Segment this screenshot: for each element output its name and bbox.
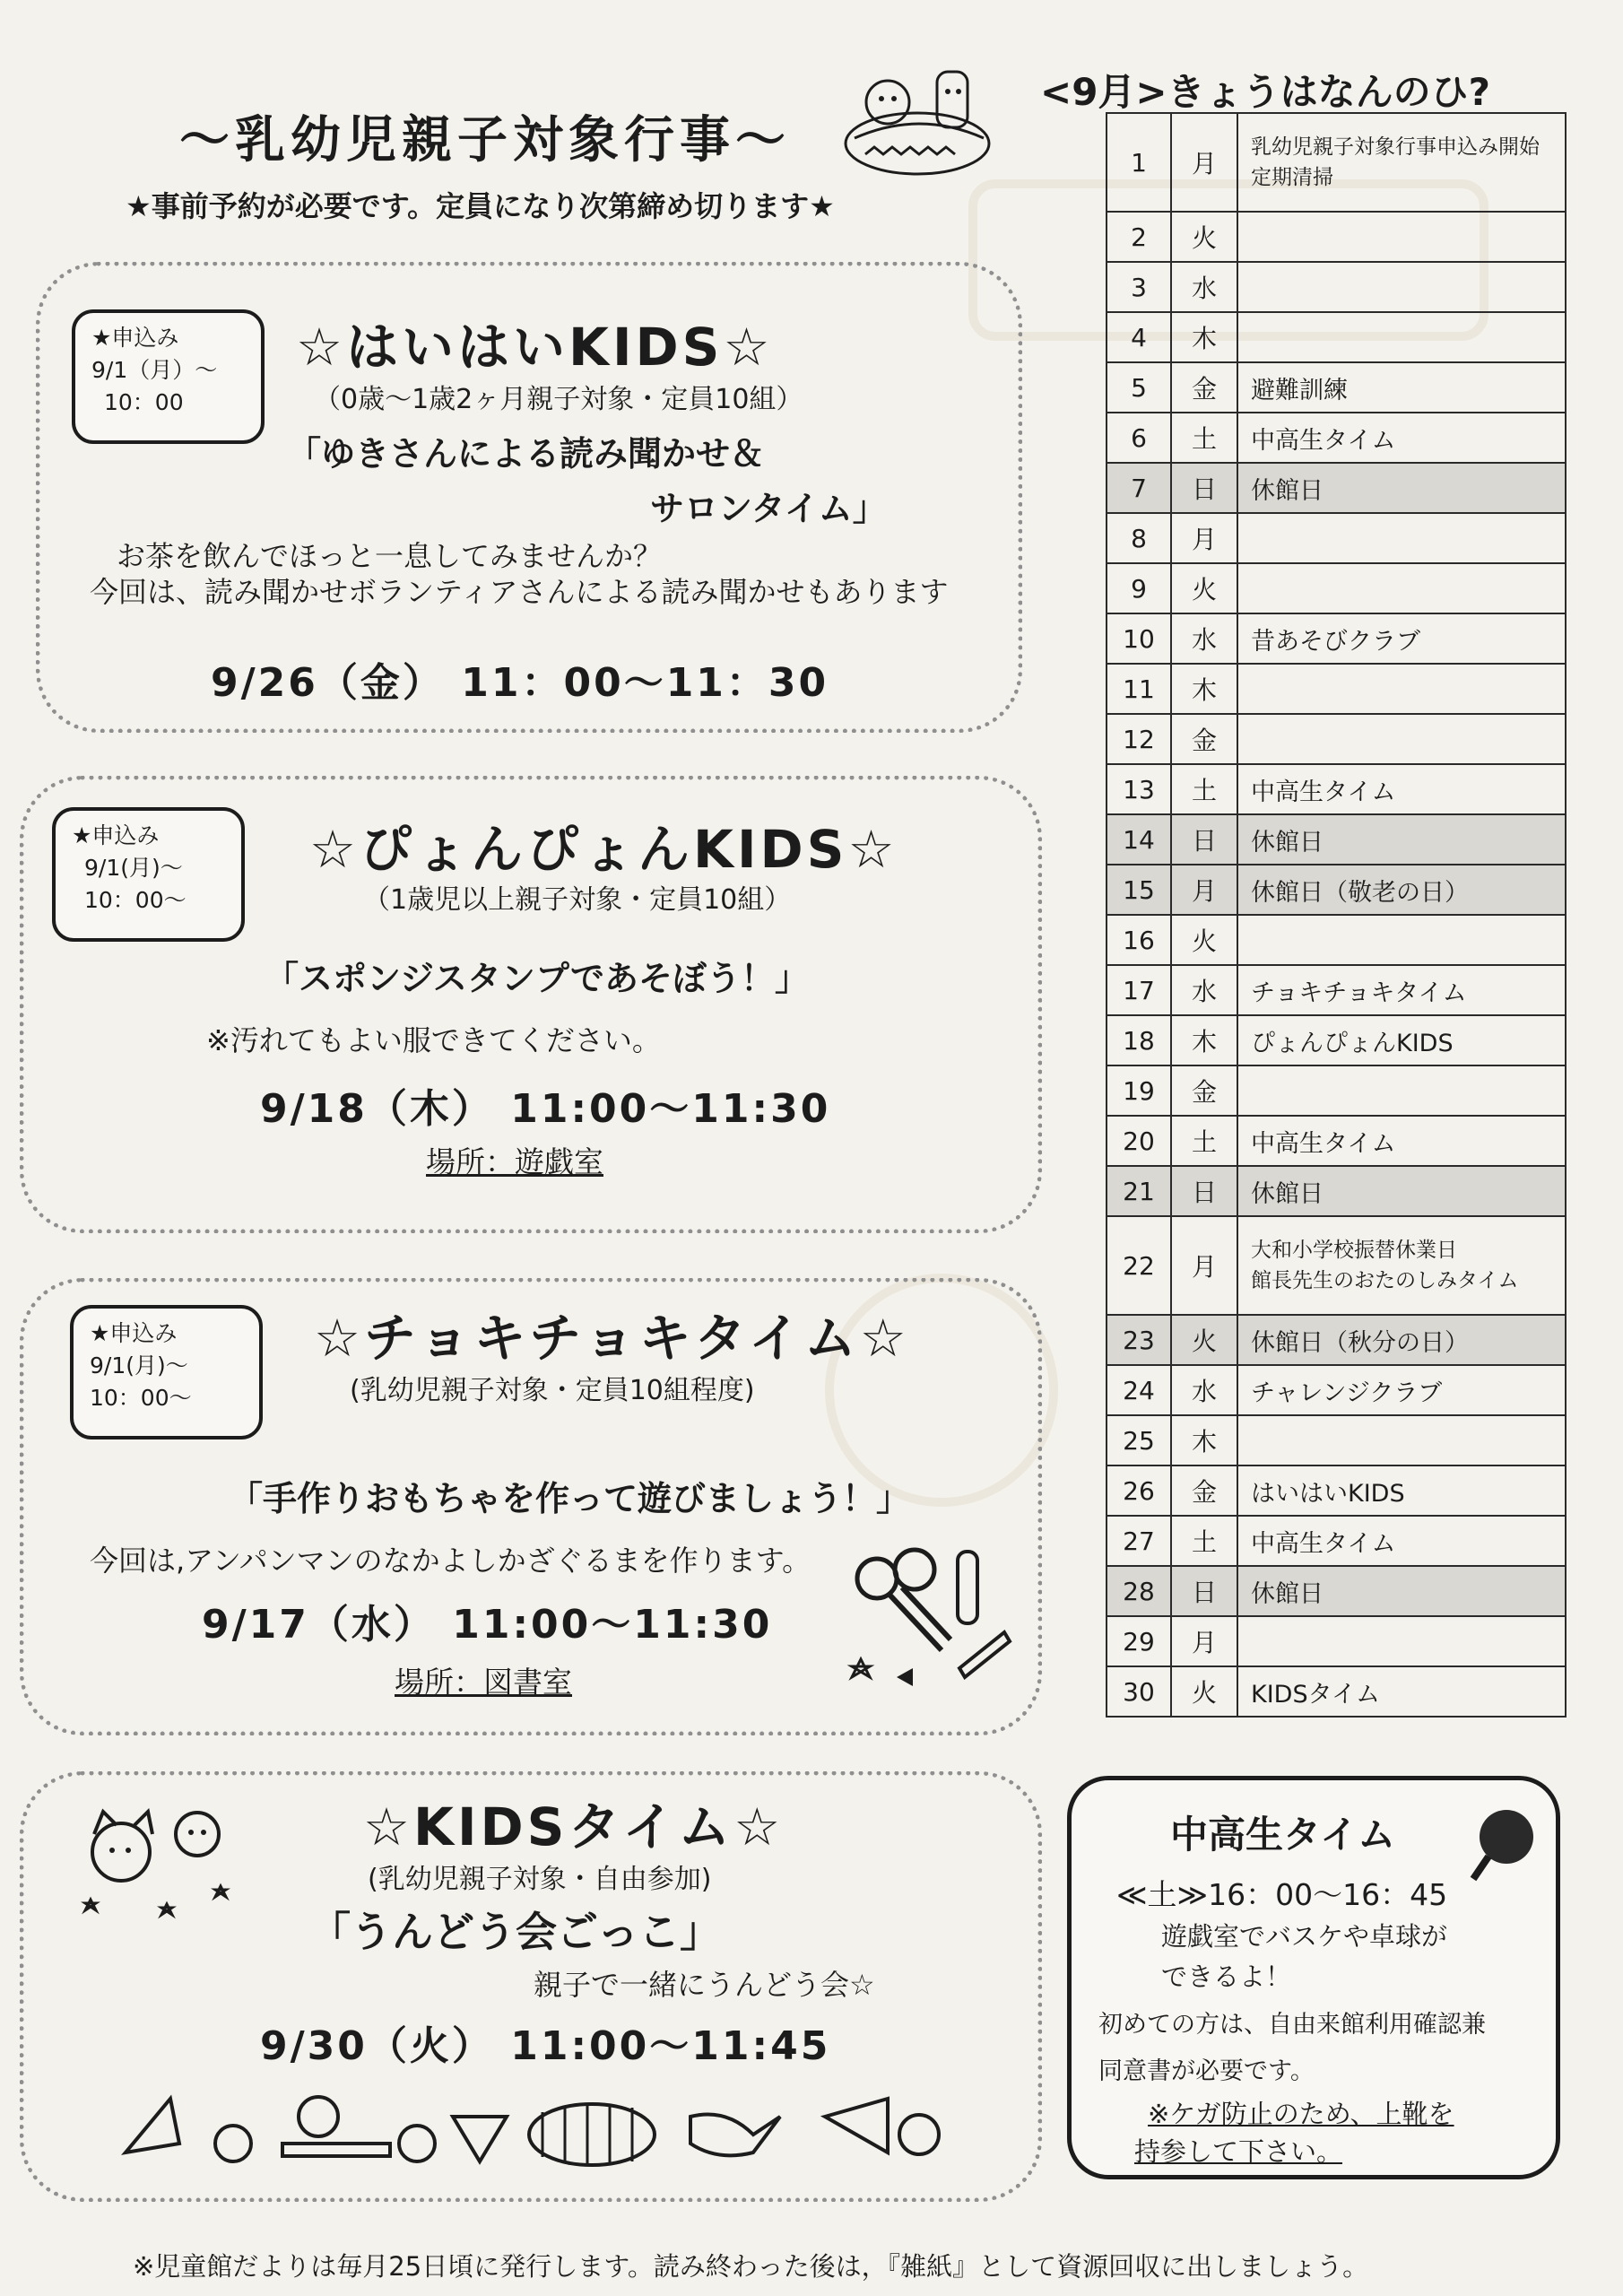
calendar-weekday: 木 (1171, 312, 1237, 362)
calendar-event (1237, 1216, 1566, 1315)
event-subtitle: (乳幼児親子対象・自由参加) (368, 1864, 712, 1895)
ping-pong-paddle-icon (1466, 1803, 1547, 1883)
calendar-weekday: 土 (1171, 1516, 1237, 1566)
calendar-weekday: 土 (1171, 413, 1237, 463)
calendar-row (1107, 362, 1566, 413)
calendar-day: 17 (1107, 965, 1171, 1015)
calendar-day: 29 (1107, 1616, 1171, 1666)
apply-info-box (52, 807, 245, 942)
kids-characters-icon (72, 1789, 251, 1933)
calendar-weekday: 土 (1171, 764, 1237, 814)
calendar-event (1237, 413, 1566, 463)
calendar-row (1107, 513, 1566, 563)
calendar-event (1237, 1315, 1566, 1365)
calendar-weekday: 水 (1171, 613, 1237, 664)
calendar-weekday: 水 (1171, 1365, 1237, 1415)
event-place: 場所：図書室 (395, 1665, 572, 1700)
apply-line: 9/1(月)～ (84, 855, 183, 881)
calendar-event-line: チャレンジクラブ (1251, 1378, 1443, 1407)
calendar-event (1237, 463, 1566, 513)
calendar-weekday: 月 (1171, 513, 1237, 563)
calendar-day: 8 (1107, 513, 1171, 563)
calendar-weekday: 水 (1171, 262, 1237, 312)
calendar-row (1107, 1566, 1566, 1616)
calendar-event (1237, 1365, 1566, 1415)
calendar-day: 22 (1107, 1216, 1171, 1315)
calendar-row (1107, 312, 1566, 362)
calendar-weekday: 月 (1171, 865, 1237, 915)
event-title: ☆はいはいKIDS☆ (296, 317, 774, 378)
calendar-day: 20 (1107, 1116, 1171, 1166)
event-datetime: 9/30（火） 11:00～11:45 (260, 2023, 831, 2069)
calendar-row (1107, 965, 1566, 1015)
calendar-row (1107, 1216, 1566, 1315)
calendar-day: 14 (1107, 814, 1171, 865)
calendar-event (1237, 1465, 1566, 1516)
event-subtitle: （0歳～1歳2ヶ月親子対象・定員10組） (314, 384, 803, 415)
calendar-weekday: 金 (1171, 1065, 1237, 1116)
calendar-event-line: 休館日（秋分の日） (1251, 1328, 1469, 1357)
calendar-row (1107, 413, 1566, 463)
calendar-day: 1 (1107, 113, 1171, 212)
apply-info-box (72, 309, 265, 444)
calendar-event (1237, 262, 1566, 312)
event-headline: 「スポンジスタンプであそぼう！」 (265, 959, 810, 998)
calendar-event (1237, 915, 1566, 965)
junior-high-info: できるよ！ (1161, 1961, 1292, 1992)
calendar-weekday: 木 (1171, 1415, 1237, 1465)
calendar-row (1107, 563, 1566, 613)
calendar-day: 13 (1107, 764, 1171, 814)
calendar-event (1237, 513, 1566, 563)
scissors-crafts-icon (843, 1543, 1013, 1695)
calendar-day: 30 (1107, 1666, 1171, 1717)
calendar-event (1237, 1116, 1566, 1166)
calendar-row (1107, 1315, 1566, 1365)
calendar-row (1107, 463, 1566, 513)
calendar-day: 27 (1107, 1516, 1171, 1566)
event-datetime: 9/18（木） 11:00～11:30 (260, 1086, 831, 1132)
calendar-row (1107, 1116, 1566, 1166)
event-description: 親子で一緒にうんどう会☆ (534, 1968, 875, 2002)
sports-day-items-icon (117, 2081, 950, 2179)
calendar-event (1237, 1566, 1566, 1616)
calendar-day: 2 (1107, 212, 1171, 262)
event-description: ※汚れてもよい服できてください。 (206, 1023, 661, 1057)
calendar-event-line: 休館日（敬老の日） (1251, 878, 1469, 907)
apply-line: ★申込み (91, 325, 179, 351)
junior-high-info: 初めての方は、自由来館利用確認兼 (1098, 2011, 1486, 2039)
event-headline: 「ゆきさんによる読み聞かせ＆ (287, 434, 765, 474)
calendar-event-line: 休館日 (1251, 828, 1324, 857)
reservation-notice: ★事前予約が必要です。定員になり次第締め切ります★ (126, 189, 835, 223)
calendar-weekday: 月 (1171, 113, 1237, 212)
calendar-weekday: 火 (1171, 915, 1237, 965)
calendar-row (1107, 865, 1566, 915)
calendar-event-line: 休館日 (1251, 476, 1324, 505)
calendar-event-line: 乳幼児親子対象行事申込み開始 (1251, 135, 1540, 159)
calendar-title: <9月>きょうはなんのひ? (1040, 70, 1490, 114)
calendar-day: 21 (1107, 1166, 1171, 1216)
junior-high-info: 遊戯室でバスケや卓球が (1161, 1921, 1448, 1952)
calendar-event (1237, 113, 1566, 212)
event-description: お茶を飲んでほっと一息してみませんか？ (117, 539, 663, 573)
calendar-day: 24 (1107, 1365, 1171, 1415)
calendar-weekday: 日 (1171, 463, 1237, 513)
calendar-weekday: 月 (1171, 1216, 1237, 1315)
junior-high-title: 中高生タイム (1170, 1813, 1396, 1857)
calendar-weekday: 火 (1171, 1666, 1237, 1717)
apply-line: 10：00 (104, 389, 184, 415)
calendar-weekday: 日 (1171, 814, 1237, 865)
junior-high-info: 同意書が必要です。 (1098, 2057, 1315, 2085)
calendar-event (1237, 764, 1566, 814)
calendar-event (1237, 865, 1566, 915)
calendar-event (1237, 814, 1566, 865)
calendar-day: 7 (1107, 463, 1171, 513)
apply-line: 10：00～ (90, 1385, 192, 1411)
calendar-event (1237, 664, 1566, 714)
calendar-event (1237, 714, 1566, 764)
calendar-event-line: 館長先生のおたのしみタイム (1251, 1269, 1519, 1292)
calendar-row (1107, 1065, 1566, 1116)
calendar-day: 9 (1107, 563, 1171, 613)
calendar-row (1107, 714, 1566, 764)
calendar-row (1107, 764, 1566, 814)
calendar-event (1237, 965, 1566, 1015)
calendar-weekday: 土 (1171, 1116, 1237, 1166)
calendar-event (1237, 1065, 1566, 1116)
calendar-event-line: 休館日 (1251, 1579, 1324, 1608)
calendar-event-line: チョキチョキタイム (1251, 978, 1467, 1007)
event-subtitle: （1歳児以上親子対象・定員10組） (363, 884, 792, 916)
calendar-event (1237, 362, 1566, 413)
page-title: ～乳幼児親子対象行事～ (179, 111, 791, 170)
junior-high-schedule: ≪土≫16：00～16：45 (1116, 1877, 1448, 1912)
calendar-day: 25 (1107, 1415, 1171, 1465)
event-title: ☆KIDSタイム☆ (363, 1796, 785, 1857)
calendar-day: 26 (1107, 1465, 1171, 1516)
calendar-row (1107, 814, 1566, 865)
event-title: ☆チョキチョキタイム☆ (314, 1308, 910, 1369)
apply-line: 9/1(月)～ (90, 1352, 188, 1378)
calendar-event-line: ぴょんぴょんKIDS (1251, 1029, 1454, 1057)
calendar-weekday: 火 (1171, 1315, 1237, 1365)
footer-note: ※児童館だよりは毎月25日頃に発行します。読み終わった後は，『雑紙』として資源回収に出しましょう。 (133, 2251, 1369, 2282)
calendar-row (1107, 262, 1566, 312)
calendar-day: 16 (1107, 915, 1171, 965)
calendar-row (1107, 664, 1566, 714)
junior-high-note: 持参して下さい。 (1134, 2136, 1343, 2167)
calendar-weekday: 木 (1171, 1015, 1237, 1065)
calendar-event-line: KIDSタイム (1251, 1680, 1381, 1709)
calendar-day: 4 (1107, 312, 1171, 362)
calendar-row (1107, 1365, 1566, 1415)
calendar-day: 15 (1107, 865, 1171, 915)
event-headline: 「うんどう会ごっこ」 (309, 1908, 722, 1956)
event-description: 今回は、読み聞かせボランティアさんによる読み聞かせもあります (90, 575, 949, 609)
calendar-event (1237, 1166, 1566, 1216)
calendar-event (1237, 613, 1566, 664)
event-description: 今回は,アンパンマンのなかよしかざぐるまを作ります。 (90, 1544, 812, 1578)
calendar-event-line: はいはいKIDS (1251, 1479, 1405, 1508)
calendar-event (1237, 1415, 1566, 1465)
calendar-day: 6 (1107, 413, 1171, 463)
calendar-row (1107, 1666, 1566, 1717)
calendar-row (1107, 113, 1566, 212)
calendar-row (1107, 1415, 1566, 1465)
calendar-weekday: 木 (1171, 664, 1237, 714)
calendar-event-line: 避難訓練 (1251, 376, 1348, 404)
calendar-event-line: 定期清掃 (1251, 166, 1333, 189)
calendar-weekday: 火 (1171, 212, 1237, 262)
calendar-row (1107, 613, 1566, 664)
calendar-event-line: 中高生タイム (1251, 778, 1396, 806)
calendar-row (1107, 1516, 1566, 1566)
apply-info-box (70, 1305, 263, 1439)
calendar-day: 28 (1107, 1566, 1171, 1616)
calendar-event (1237, 312, 1566, 362)
calendar-weekday: 金 (1171, 362, 1237, 413)
apply-line: ★申込み (72, 822, 160, 848)
apply-line: 9/1（月）～ (91, 357, 218, 383)
calendar-day: 12 (1107, 714, 1171, 764)
calendar-event-line: 休館日 (1251, 1179, 1324, 1208)
calendar-weekday: 水 (1171, 965, 1237, 1015)
calendar-day: 19 (1107, 1065, 1171, 1116)
calendar-day: 18 (1107, 1015, 1171, 1065)
calendar-weekday: 火 (1171, 563, 1237, 613)
calendar-day: 10 (1107, 613, 1171, 664)
calendar-day: 11 (1107, 664, 1171, 714)
calendar-weekday: 月 (1171, 1616, 1237, 1666)
calendar-event-line: 中高生タイム (1251, 1529, 1396, 1558)
event-headline: サロンタイム」 (650, 489, 887, 528)
apply-line: ★申込み (90, 1320, 178, 1346)
calendar-event-line: 大和小学校振替休業日 (1251, 1239, 1457, 1262)
calendar-row (1107, 1015, 1566, 1065)
calendar-weekday: 日 (1171, 1566, 1237, 1616)
event-datetime: 9/17（水） 11:00～11:30 (202, 1602, 773, 1648)
calendar-event (1237, 1015, 1566, 1065)
calendar-weekday: 金 (1171, 1465, 1237, 1516)
calendar-day: 23 (1107, 1315, 1171, 1365)
calendar-event-line: 中高生タイム (1251, 1129, 1396, 1158)
calendar-row (1107, 915, 1566, 965)
calendar-event-line: 昔あそびクラブ (1251, 627, 1420, 656)
event-subtitle: (乳幼児親子対象・定員10組程度) (350, 1375, 755, 1406)
calendar-day: 3 (1107, 262, 1171, 312)
junior-high-note: ※ケガ防止のため、上靴を (1148, 2099, 1454, 2129)
calendar-day: 5 (1107, 362, 1171, 413)
september-calendar (1106, 112, 1567, 1718)
calendar-event-line: 中高生タイム (1251, 426, 1396, 455)
junior-high-time-box (1067, 1776, 1560, 2179)
calendar-weekday: 金 (1171, 714, 1237, 764)
calendar-event (1237, 1666, 1566, 1717)
calendar-row (1107, 212, 1566, 262)
apply-line: 10：00～ (84, 887, 187, 913)
calendar-row (1107, 1166, 1566, 1216)
calendar-event (1237, 563, 1566, 613)
festival-characters-icon (838, 56, 1000, 181)
event-datetime: 9/26（金） 11：00～11：30 (211, 660, 829, 706)
event-headline: 「手作りおもちゃを作って遊びましょう！」 (229, 1479, 911, 1518)
calendar-row (1107, 1616, 1566, 1666)
calendar-weekday: 日 (1171, 1166, 1237, 1216)
calendar-row (1107, 1465, 1566, 1516)
calendar-event (1237, 1516, 1566, 1566)
event-title: ☆ぴょんぴょんKIDS☆ (309, 819, 898, 880)
event-place: 場所：遊戯室 (426, 1144, 603, 1179)
calendar-event (1237, 1616, 1566, 1666)
calendar-event (1237, 212, 1566, 262)
